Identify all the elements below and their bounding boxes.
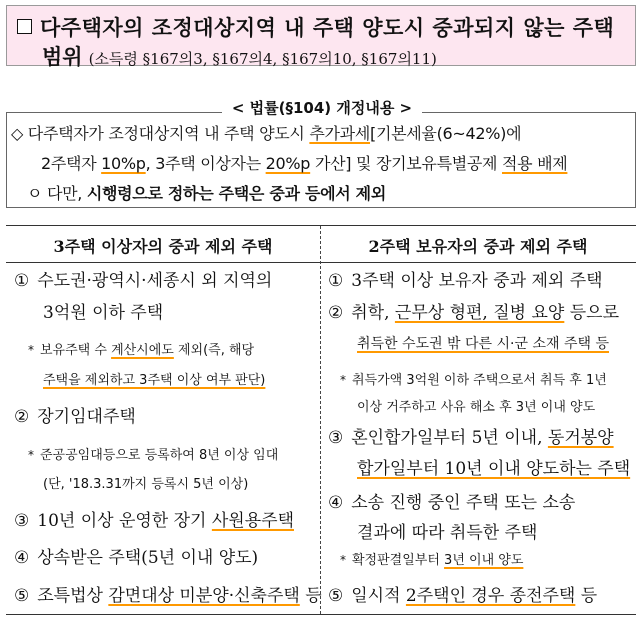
right-item-2: ② 취학, 근무상 형편, 질병 요양 등으로 xyxy=(328,303,619,323)
title-box xyxy=(6,5,636,69)
column-divider xyxy=(320,226,321,614)
right-column-header: 2주택 보유자의 중과 제외 주택 xyxy=(368,237,588,256)
checkbox-icon xyxy=(17,19,32,34)
left-item-3: ③ 10년 이상 운영한 장기 사원용주택 xyxy=(14,511,294,531)
law-box xyxy=(6,112,636,208)
law-bullet-line2: 2주택자 10%p, 3주택 이상자는 20%p 가산] 및 장기보유특별공제 적용 배제 xyxy=(41,154,568,173)
law-heading: < 법률(§104) 개정내용 > xyxy=(0,97,644,118)
left-note-2: * 준공공임대등으로 등록하여 8년 이상 임대 xyxy=(28,448,279,463)
right-item-2-line2: 취득한 수도권 밖 다른 시·군 소재 주택 등 xyxy=(357,336,609,352)
right-note-1-line2: 이상 거주하고 사유 해소 후 3년 이내 양도 xyxy=(357,400,596,415)
right-item-3: ③ 혼인합가일부터 5년 이내, 동거봉양 xyxy=(328,428,614,448)
left-note-2-line2: (단, '18.3.31까지 등록시 5년 이상) xyxy=(43,477,249,492)
right-item-4: ④ 소송 진행 중인 주택 또는 소송 xyxy=(328,493,576,513)
left-column-header: 3주택 이상자의 중과 제외 주택 xyxy=(53,237,273,256)
law-note: ㅇ 다만, 시행령으로 정하는 주택은 중과 등에서 제외 xyxy=(27,184,386,203)
right-item-4-line2: 결과에 따라 취득한 주택 xyxy=(357,523,538,543)
left-item-2: ② 장기임대주택 xyxy=(14,407,136,427)
left-item-1-line2: 3억원 이하 주택 xyxy=(43,303,164,323)
title-line1: 다주택자의 조정대상지역 내 주택 양도시 중과되지 않는 주택 xyxy=(17,12,614,42)
right-item-1: ① 3주택 이상 보유자 중과 제외 주택 xyxy=(328,271,603,291)
right-note-2: * 확정판결일부터 3년 이내 양도 xyxy=(340,553,524,568)
left-item-5: ⑤ 조특법상 감면대상 미분양·신축주택 등 xyxy=(14,586,322,606)
title-line2: 범위 (소득령 §167의3, §167의4, §167의10, §167의11) xyxy=(42,45,437,69)
law-bullet-line1: ◇ 다주택자가 조정대상지역 내 주택 양도시 추가과세[기본세율(6~42%)에 xyxy=(11,124,522,143)
comparison-table xyxy=(6,225,636,615)
left-item-1: ① 수도권·광역시·세종시 외 지역의 xyxy=(14,271,273,291)
left-note-1-line2: 주택을 제외하고 3주택 이상 여부 판단) xyxy=(43,373,266,388)
right-item-3-line2: 합가일부터 10년 이내 양도하는 주택 xyxy=(357,459,631,479)
left-note-1: * 보유주택 수 계산시에도 제외(즉, 해당 xyxy=(28,343,255,358)
right-item-5: ⑤ 일시적 2주택인 경우 종전주택 등 xyxy=(328,586,598,606)
left-item-4: ④ 상속받은 주택(5년 이내 양도) xyxy=(14,548,259,568)
right-note-1: * 취득가액 3억원 이하 주택으로서 취득 후 1년 xyxy=(340,373,607,388)
